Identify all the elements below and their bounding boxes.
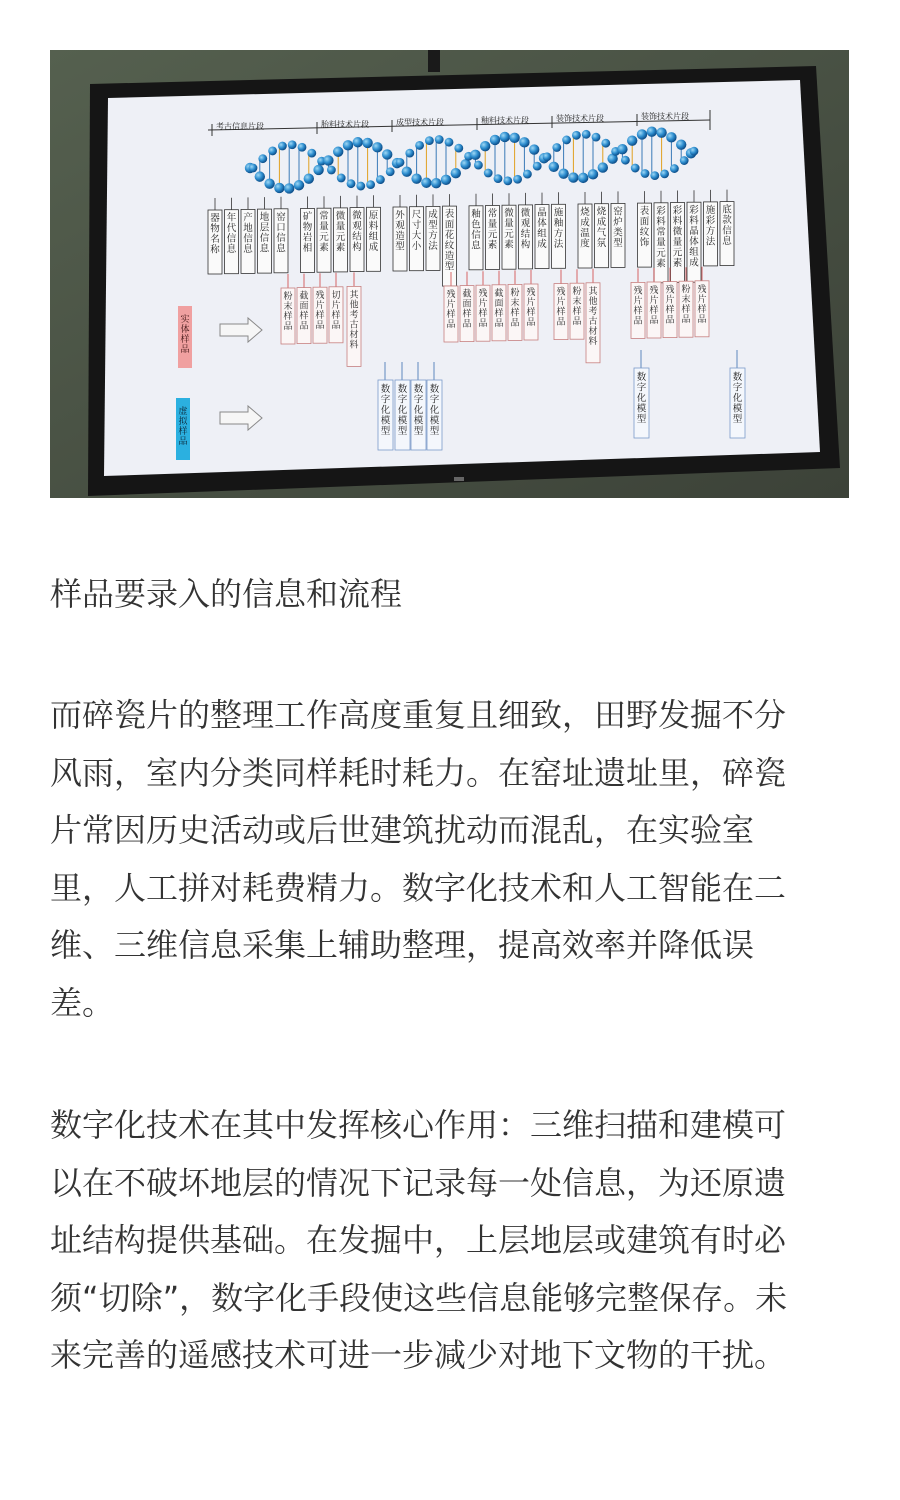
helix-node xyxy=(637,129,647,139)
info-box-label: 彩料常量元素 xyxy=(656,205,666,270)
helix-node xyxy=(284,183,294,193)
helix-node xyxy=(670,164,679,173)
segment-label: 成型技术片段 xyxy=(396,118,444,127)
sample-box-label: 截面样品 xyxy=(299,291,309,332)
helix-node xyxy=(543,152,552,161)
helix-node xyxy=(500,132,510,142)
helix-node xyxy=(690,147,699,156)
helix-node xyxy=(627,135,637,145)
helix-node xyxy=(588,169,598,179)
info-box-label: 矿物岩相 xyxy=(302,211,313,254)
helix-node xyxy=(405,149,414,158)
info-box-label: 彩料微量元素 xyxy=(672,205,683,269)
sample-box-label: 切片样品 xyxy=(331,290,341,331)
helix-node xyxy=(274,183,284,193)
text-line: 而碎瓷片的整理工作高度重复且细致，田野发掘不分 xyxy=(50,696,787,734)
helix-node xyxy=(343,140,353,150)
info-box-label: 尺寸大小 xyxy=(411,209,422,253)
sample-box-label: 粉末样品 xyxy=(283,292,293,332)
sample-box-label: 残片样品 xyxy=(315,291,325,332)
helix-node xyxy=(278,142,287,151)
helix-node xyxy=(386,167,395,176)
helix-node xyxy=(255,171,265,181)
helix-node xyxy=(523,170,532,179)
helix-node xyxy=(666,132,676,142)
sample-box-label: 粉末样品 xyxy=(572,287,582,328)
info-box-label: 施彩方法 xyxy=(705,204,716,248)
segment-label: 装饰技术片段 xyxy=(641,112,689,121)
text-line: 里，人工拼对耗费精力。数字化技术和人工智能在二 xyxy=(50,868,787,907)
info-box-label: 烧成气氛 xyxy=(596,206,607,250)
info-box-label: 表面花纹造型 xyxy=(444,209,455,273)
helix-node xyxy=(676,139,686,149)
helix-node xyxy=(660,169,669,178)
helix-node xyxy=(372,142,382,152)
info-box-label: 器物名称 xyxy=(210,213,220,256)
helix-node xyxy=(441,175,451,185)
helix-node xyxy=(304,174,314,184)
text-line: 数字化技术在其中发挥核心作用：三维扫描和建模可 xyxy=(50,1106,787,1144)
info-box-label: 表面纹饰 xyxy=(639,206,650,249)
digital-box-label: 数字化模型 xyxy=(732,372,743,425)
sample-box-label: 残片样品 xyxy=(478,289,488,330)
text-line: 以在不破坏地层的情况下记录每一处信息，为还原遗 xyxy=(50,1163,787,1202)
digital-box-label: 数字化模型 xyxy=(429,384,440,437)
info-box-label: 窑口信息 xyxy=(276,211,286,255)
info-box-label: 微量元素 xyxy=(504,208,514,251)
helix-node xyxy=(288,140,297,149)
helix-node xyxy=(264,178,274,188)
helix-node xyxy=(425,136,434,145)
text-line: 须“切除”，数字化手段使这些信息能够完整保存。未 xyxy=(50,1278,788,1317)
sample-box-label: 残片样品 xyxy=(556,287,566,328)
info-box-label: 微观结构 xyxy=(352,210,362,254)
helix-node xyxy=(503,176,512,185)
helix-node xyxy=(562,136,571,145)
helix-node xyxy=(421,178,431,188)
helix-node xyxy=(568,172,578,182)
helix-node xyxy=(249,164,258,173)
helix-node xyxy=(601,139,610,148)
helix-node xyxy=(656,128,666,138)
info-box-label: 烧成温度 xyxy=(580,207,590,250)
text-line: 风雨，室内分类同样耗时耗力。在窑址遗址里，碎瓷 xyxy=(50,753,787,792)
helix-node xyxy=(362,138,372,148)
helix-node xyxy=(650,171,659,180)
info-box-label: 微观结构 xyxy=(520,207,531,251)
helix-node xyxy=(411,173,421,183)
helix-node xyxy=(454,144,463,153)
sample-box-label: 残片样品 xyxy=(665,285,675,326)
physical-sample-label: 实体样品 xyxy=(180,315,190,355)
helix-node xyxy=(513,175,522,184)
text-line: 差。 xyxy=(50,983,115,1022)
helix-node xyxy=(333,147,343,157)
diagram-photo xyxy=(50,50,849,498)
digital-box-label: 数字化模型 xyxy=(636,372,647,425)
helix-node xyxy=(484,169,493,178)
helix-node xyxy=(353,137,363,147)
segment-label: 釉料技术片段 xyxy=(481,116,529,125)
sample-box-label: 残片样品 xyxy=(697,284,707,325)
helix-node xyxy=(294,180,304,190)
helix-node xyxy=(258,154,267,163)
helix-node xyxy=(327,166,336,175)
helix-node xyxy=(578,173,588,183)
helix-node xyxy=(382,149,392,159)
helix-node xyxy=(268,147,277,156)
info-box-label: 常量元素 xyxy=(487,208,498,251)
info-box-label: 釉色信息 xyxy=(471,208,481,252)
helix-node xyxy=(549,162,559,172)
helix-node xyxy=(494,174,503,183)
info-box-label: 原料组成 xyxy=(368,210,379,253)
helix-node xyxy=(313,165,323,175)
paragraph-2 xyxy=(50,1097,850,1385)
tv-screen xyxy=(50,50,849,498)
helix-node xyxy=(431,178,441,188)
helix-node xyxy=(347,179,356,188)
helix-node xyxy=(529,144,539,154)
helix-node xyxy=(415,141,424,150)
info-box-label: 彩料晶体组成 xyxy=(689,205,699,269)
info-box-label: 底款信息 xyxy=(722,204,732,248)
paragraph-1 xyxy=(50,687,850,1032)
digital-box-label: 数字化模型 xyxy=(380,384,391,437)
helix-node xyxy=(509,133,519,143)
info-box-label: 常量元素 xyxy=(319,211,329,254)
text-line: 维、三维信息采集上辅助整理，提高效率并降低误 xyxy=(50,926,755,964)
info-box-label: 成型方法 xyxy=(428,209,438,252)
sample-box-label: 残片样品 xyxy=(649,286,659,326)
digital-box-label: 数字化模型 xyxy=(413,384,424,437)
helix-node xyxy=(337,174,346,183)
helix-node xyxy=(460,159,470,169)
sample-box-label: 残片样品 xyxy=(526,288,536,328)
helix-node xyxy=(592,133,601,142)
image-caption: 样品要录入的信息和流程 xyxy=(50,575,403,613)
info-box-label: 地层信息 xyxy=(259,212,270,255)
helix-node xyxy=(490,135,500,145)
helix-node xyxy=(445,138,454,147)
sample-box-label: 其他考古材料 xyxy=(349,290,359,351)
helix-node xyxy=(582,130,591,139)
text-line: 来完善的遥感技术可进一步减少对地下文物的干扰。 xyxy=(50,1336,787,1374)
tv-logo xyxy=(454,477,464,481)
text-line: 址结构提供基础。在发掘中，上层地层或建筑有时必 xyxy=(50,1221,787,1259)
virtual-sample-label: 虚拟样品 xyxy=(178,407,188,447)
helix-node xyxy=(552,143,561,152)
sample-box-label: 粉末样品 xyxy=(510,288,520,329)
helix-node xyxy=(598,162,608,172)
helix-node xyxy=(474,161,483,170)
sample-box-label: 截面样品 xyxy=(494,288,504,329)
info-box-label: 窑炉类型 xyxy=(613,206,623,249)
helix-node xyxy=(617,144,627,154)
helix-node xyxy=(621,156,630,165)
info-box-label: 产地信息 xyxy=(243,212,253,255)
helix-node xyxy=(435,135,444,144)
helix-node xyxy=(641,169,650,178)
sample-box-label: 残片样品 xyxy=(446,290,456,330)
text-line: 片常因历史活动或后世建筑扰动而混乱，在实验室 xyxy=(50,811,755,849)
sample-box-label: 残片样品 xyxy=(633,286,643,327)
segment-label: 考古信息片段 xyxy=(216,122,264,131)
helix-node xyxy=(356,182,365,191)
helix-node xyxy=(519,137,529,147)
tv-display xyxy=(104,80,820,476)
helix-node xyxy=(307,149,316,158)
segment-label: 胎料技术片段 xyxy=(321,120,369,129)
helix-node xyxy=(451,168,461,178)
helix-node xyxy=(402,167,412,177)
helix-node xyxy=(680,156,689,165)
helix-node xyxy=(631,164,640,173)
info-box-label: 外观造型 xyxy=(395,210,405,253)
helix-node xyxy=(533,162,542,171)
helix-node xyxy=(376,175,385,184)
sample-box-label: 截面样品 xyxy=(462,289,472,330)
helix-node xyxy=(366,180,375,189)
helix-node xyxy=(647,126,657,136)
helix-node xyxy=(396,158,405,167)
mount-bracket xyxy=(428,50,440,72)
info-box-label: 施釉方法 xyxy=(553,207,564,250)
helix-node xyxy=(572,131,581,140)
helix-node xyxy=(298,143,307,152)
helix-node xyxy=(323,155,333,165)
helix-node xyxy=(558,168,568,178)
sample-box-label: 粉末样品 xyxy=(681,285,691,326)
digital-box-label: 数字化模型 xyxy=(397,384,408,437)
info-box-label: 微量元素 xyxy=(335,210,346,254)
segment-label: 装饰技术片段 xyxy=(556,114,604,123)
sample-box-label: 其他考古材料 xyxy=(588,286,598,347)
info-box-label: 年代信息 xyxy=(226,212,237,256)
helix-node xyxy=(470,150,480,160)
helix-node xyxy=(480,141,490,151)
info-box-label: 晶体组成 xyxy=(537,207,547,251)
